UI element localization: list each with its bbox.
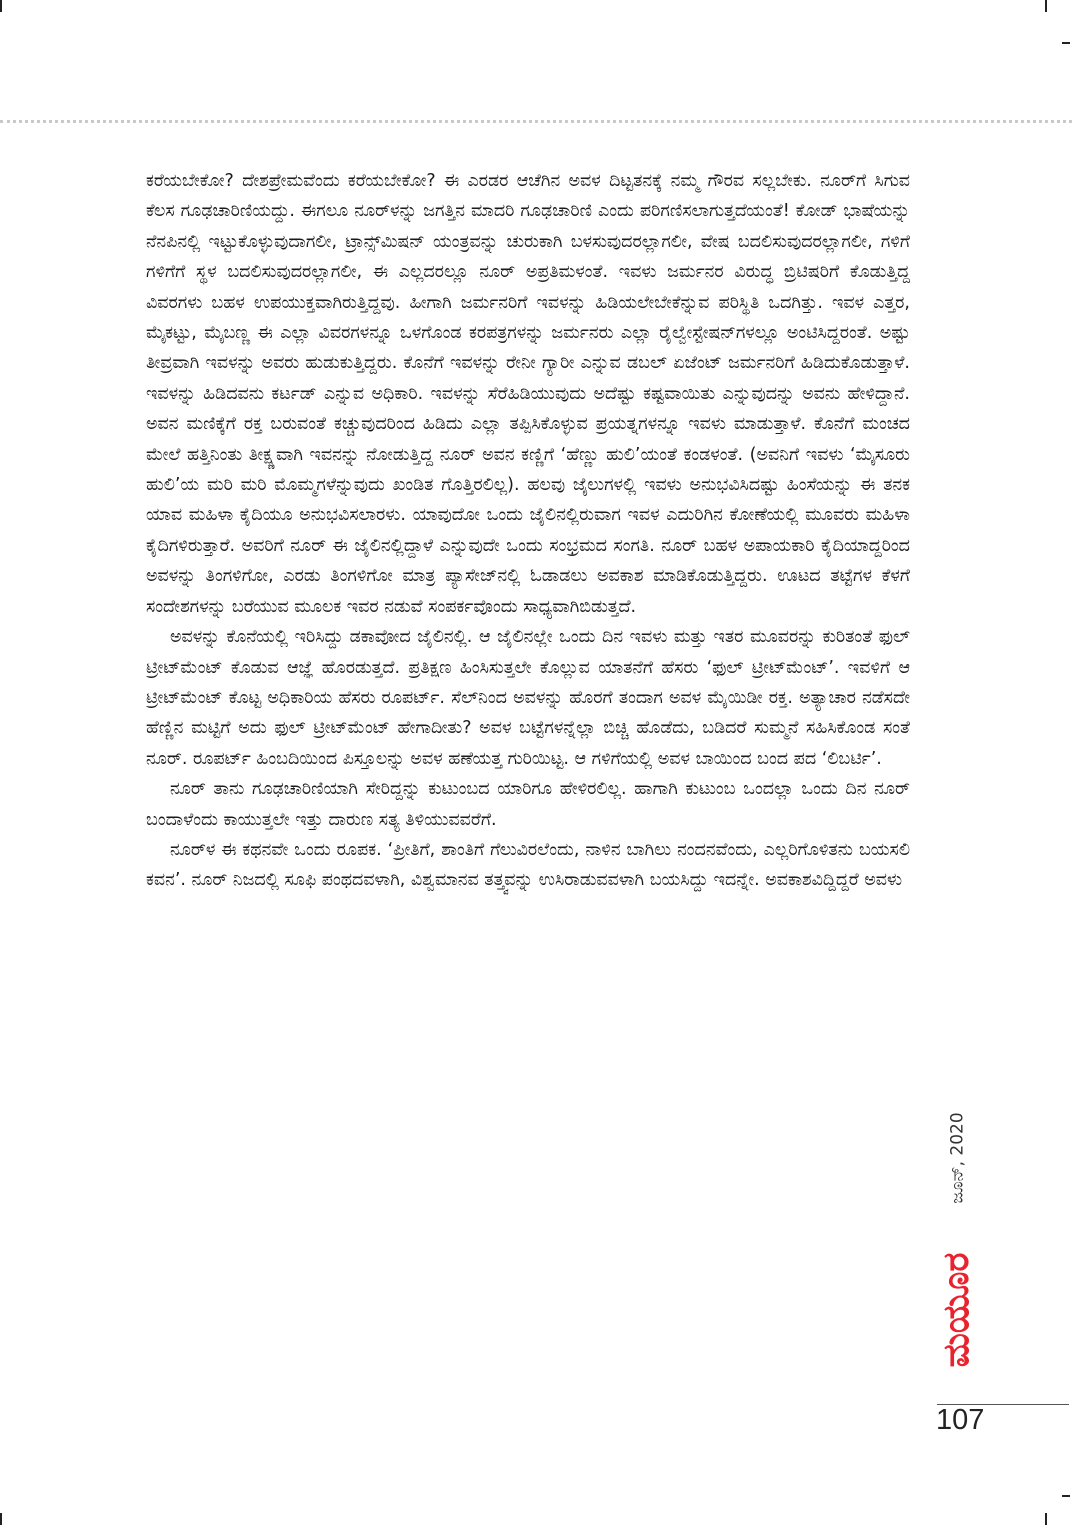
issue-date bbox=[938, 1110, 978, 1205]
issue-date-text: ಜೂನ್, 2020 bbox=[948, 1111, 968, 1204]
magazine-logo bbox=[928, 1230, 988, 1390]
crop-mark-right-upper bbox=[1062, 42, 1070, 44]
paragraph-3: ನೂರ್ ತಾನು ಗೂಢಚಾರಿಣಿಯಾಗಿ ಸೇರಿದ್ದನ್ನು ಕುಟುಂಬದ ಯಾರಿಗೂ ಹೇಳಿರಲಿಲ್ಲ. ಹಾಗಾಗಿ ಕುಟುಂಬ ಒಂದಲ್ಲಾ ಒಂದು ದಿನ ನೂರ್ ಬಂದಾಳೆಂದು ಕಾಯುತ್ತಲೇ ಇತ್ತು ದಾರುಣ ಸತ್ಯ ತಿಳಿಯುವವರೆಗೆ. bbox=[146, 779, 910, 830]
page-number: 107 bbox=[936, 1404, 985, 1436]
header-dotted-rule bbox=[0, 120, 1072, 123]
paragraph-4: ನೂರ್‌ಳ ಈ ಕಥನವೇ ಒಂದು ರೂಪಕ. ‘ಪ್ರೀತಿಗೆ, ಶಾಂತಿಗೆ ಗೆಲುವಿರಲೆಂದು, ನಾಳಿನ ಬಾಗಿಲು ನಂದನವೆಂದು, ಎಲ್ಲರಿಗೊಳಿತನು ಬಯಸಲಿ ಕವನ’. ನೂರ್ ನಿಜದಲ್ಲಿ ಸೂಫಿ ಪಂಥದವಳಾಗಿ, ವಿಶ್ವಮಾನವ ತತ್ತ್ವವನ್ನು ಉಸಿರಾಡುವವಳಾಗಿ ಬಯಸಿದ್ದು ಇದನ್ನೇ. ಅವಕಾಶವಿದ್ದಿದ್ದರೆ ಅವಳು bbox=[146, 839, 910, 891]
crop-mark-bottom-right bbox=[1045, 1513, 1047, 1525]
crop-mark-right-lower bbox=[1062, 1495, 1070, 1497]
paragraph-1: ಕರೆಯಬೇಕೋ? ದೇಶಪ್ರೇಮವೆಂದು ಕರೆಯಬೇಕೋ? ಈ ಎರಡರ ಆಚೆಗಿನ ಅವಳ ದಿಟ್ಟತನಕ್ಕೆ ನಮ್ಮ ಗೌರವ ಸಲ್ಲಬೇಕು. ನೂರ್‌ಗೆ ಸಿಗುವ ಕೆಲಸ ಗೂಢಚಾರಿಣಿಯದ್ದು. ಈಗಲೂ ನೂರ್‌ಳನ್ನು ಜಗತ್ತಿನ ಮಾದರಿ ಗೂಢಚಾರಿಣಿ ಎಂದು ಪರಿಗಣಿಸಲಾಗುತ್ತದೆಯಂತೆ! ಕೋಡ್ ಭಾಷೆಯನ್ನು ನೆನಪಿನಲ್ಲಿ ಇಟ್ಟುಕೊಳ್ಳುವುದಾಗಲೀ, ಟ್ರಾನ್ಸ್‌ಮಿಷನ್ ಯಂತ್ರವನ್ನು ಚುರುಕಾಗಿ ಬಳಸುವುದರಲ್ಲಾಗಲೀ, ವೇಷ ಬದಲಿಸುವುದರಲ್ಲಾಗಲೀ, ಗಳಿಗೆ ಗಳಿಗೆಗೆ ಸ್ಥಳ ಬದಲಿಸುವುದರಲ್ಲಾಗಲೀ, ಈ ಎಲ್ಲದರಲ್ಲೂ ನೂರ್ ಅಪ್ರತಿಮಳಂತೆ. ಇವಳು ಜರ್ಮನರ ವಿರುದ್ಧ ಬ್ರಿಟಿಷರಿಗೆ ಕೊಡುತ್ತಿದ್ದ ವಿವರಗಳು ಬಹಳ ಉಪಯುಕ್ತವಾಗಿರುತ್ತಿದ್ದವು. ಹೀಗಾಗಿ ಜರ್ಮನರಿಗೆ ಇವಳನ್ನು ಹಿಡಿಯಲೇಬೇಕೆನ್ನುವ ಪರಿಸ್ಥಿತಿ ಒದಗಿತ್ತು. ಇವಳ ಎತ್ತರ, ಮೈಕಟ್ಟು, ಮೈಬಣ್ಣ ಈ ಎಲ್ಲಾ ವಿವರಗಳನ್ನೂ ಒಳಗೊಂಡ ಕರಪತ್ರಗಳನ್ನು ಜರ್ಮನರು ಎಲ್ಲಾ ರೈಲ್ವೇಸ್ಟೇಷನ್‌ಗಳಲ್ಲೂ ಅಂಟಿಸಿದ್ದರಂತೆ. ಅಷ್ಟು ತೀವ್ರವಾಗಿ ಇವಳನ್ನು ಅವರು ಹುಡುಕುತ್ತಿದ್ದರು. ಕೊನೆಗೆ ಇವಳನ್ನು ರೇನೀ ಗ್ಯಾರೀ ಎನ್ನುವ ಡಬಲ್ ಏಜೆಂಟ್ ಜರ್ಮನರಿಗೆ ಹಿಡಿದುಕೊಡುತ್ತಾಳೆ. ಇವಳನ್ನು ಹಿಡಿದವನು ಕರ್ಟಡ್ ಎನ್ನುವ ಅಧಿಕಾರಿ. ಇವಳನ್ನು ಸೆರೆಹಿಡಿಯುವುದು ಅದೆಷ್ಟು ಕಷ್ಟವಾಯಿತು ಎನ್ನುವುದನ್ನು ಅವನು ಹೇಳಿದ್ದಾನೆ. ಅವನ ಮಣಿಕ್ಕೆಗೆ ರಕ್ತ ಬರುವಂತೆ ಕಚ್ಚುವುದರಿಂದ ಹಿಡಿದು ಎಲ್ಲಾ ತಪ್ಪಿಸಿಕೊಳ್ಳುವ ಪ್ರಯತ್ನಗಳನ್ನೂ ಇವಳು ಮಾಡುತ್ತಾಳೆ. ಕೊನೆಗೆ ಮಂಚದ ಮೇಲೆ ಹತ್ತಿನಿಂತು ತೀಕ್ಷ್ಣವಾಗಿ ಇವನನ್ನು ನೋಡುತ್ತಿದ್ದ ನೂರ್ ಅವನ ಕಣ್ಣಿಗೆ ‘ಹೆಣ್ಣು ಹುಲಿ’ಯಂತೆ ಕಂಡಳಂತೆ. (ಅವನಿಗೆ ಇವಳು ‘ಮೈಸೂರು ಹುಲಿ’ಯ ಮರಿ ಮರಿ ಮೊಮ್ಮಗಳೆನ್ನುವುದು ಖಂಡಿತ ಗೊತ್ತಿರಲಿಲ್ಲ). ಹಲವು ಜೈಲುಗಳಲ್ಲಿ ಇವಳು ಅನುಭವಿಸಿದಷ್ಟು ಹಿಂಸೆಯನ್ನು ಈ ತನಕ ಯಾವ ಮಹಿಳಾ ಕೈದಿಯೂ ಅನುಭವಿಸಲಾರಳು. ಯಾವುದೋ ಒಂದು ಜೈಲಿನಲ್ಲಿರುವಾಗ ಇವಳ ಎದುರಿಗಿನ ಕೋಣೆಯಲ್ಲಿ ಮೂವರು ಮಹಿಳಾ ಕೈದಿಗಳಿರುತ್ತಾರೆ. ಅವರಿಗೆ ನೂರ್ ಈ ಜೈಲಿನಲ್ಲಿದ್ದಾಳೆ ಎನ್ನುವುದೇ ಒಂದು ಸಂಭ್ರಮದ ಸಂಗತಿ. ನೂರ್ ಬಹಳ ಅಪಾಯಕಾರಿ ಕೈದಿಯಾದ್ದರಿಂದ ಅವಳನ್ನು ತಿಂಗಳಿಗೋ, ಎರಡು ತಿಂಗಳಿಗೋ ಮಾತ್ರ ಪ್ಯಾಸೇಜ್‌ನಲ್ಲಿ ಓಡಾಡಲು ಅವಕಾಶ ಮಾಡಿಕೊಡುತ್ತಿದ್ದರು. ಊಟದ ತಟ್ಟೆಗಳ ಕೆಳಗೆ ಸಂದೇಶಗಳನ್ನು ಬರೆಯುವ ಮೂಲಕ ಇವರ ನಡುವೆ ಸಂಪರ್ಕವೊಂದು ಸಾಧ್ಯವಾಗಿಬಿಡುತ್ತದೆ. bbox=[146, 171, 910, 617]
magazine-logo-text: ಮಯೂರ bbox=[936, 1252, 977, 1368]
crop-mark-bottom-left bbox=[0, 1513, 2, 1525]
paragraph-2: ಅವಳನ್ನು ಕೊನೆಯಲ್ಲಿ ಇರಿಸಿದ್ದು ಡಕಾವೋದ ಜೈಲಿನಲ್ಲಿ. ಆ ಜೈಲಿನಲ್ಲೇ ಒಂದು ದಿನ ಇವಳು ಮತ್ತು ಇತರ ಮೂವರನ್ನು ಕುರಿತಂತೆ ಫುಲ್ ಟ್ರೀಟ್‌ಮೆಂಟ್ ಕೊಡುವ ಆಜ್ಞೆ ಹೊರಡುತ್ತದೆ. ಪ್ರತಿಕ್ಷಣ ಹಿಂಸಿಸುತ್ತಲೇ ಕೊಲ್ಲುವ ಯಾತನೆಗೆ ಹೆಸರು ‘ಫುಲ್ ಟ್ರೀಟ್‌ಮೆಂಟ್’. ಇವಳಿಗೆ ಆ ಟ್ರೀಟ್‌ಮೆಂಟ್ ಕೊಟ್ಟ ಅಧಿಕಾರಿಯ ಹೆಸರು ರೂಪರ್ಟ್. ಸೆಲ್‌ನಿಂದ ಅವಳನ್ನು ಹೊರಗೆ ತಂದಾಗ ಅವಳ ಮೈಯಿಡೀ ರಕ್ತ. ಅತ್ಯಾಚಾರ ನಡೆಸದೇ ಹೆಣ್ಣಿನ ಮಟ್ಟಿಗೆ ಅದು ಫುಲ್ ಟ್ರೀಟ್‌ಮೆಂಟ್ ಹೇಗಾದೀತು? ಅವಳ ಬಟ್ಟೆಗಳನ್ನೆಲ್ಲಾ ಬಿಚ್ಚಿ ಹೊಡೆದು, ಬಡಿದರೆ ಸುಮ್ಮನೆ ಸಹಿಸಿಕೊಂಡ ಸಂತೆ ನೂರ್. ರೂಪರ್ಟ್ ಹಿಂಬದಿಯಿಂದ ಪಿಸ್ತೂಲನ್ನು ಅವಳ ಹಣೆಯತ್ತ ಗುರಿಯಿಟ್ಟ. ಆ ಗಳಿಗೆಯಲ್ಲಿ ಅವಳ ಬಾಯಿಂದ ಬಂದ ಪದ ‘ಲಿಬರ್ಟಿ’. bbox=[146, 627, 910, 769]
magazine-logo-mark bbox=[928, 1230, 988, 1390]
article-body bbox=[146, 166, 910, 896]
crop-mark-top-right bbox=[1045, 0, 1047, 12]
crop-mark-top-left bbox=[0, 0, 2, 12]
